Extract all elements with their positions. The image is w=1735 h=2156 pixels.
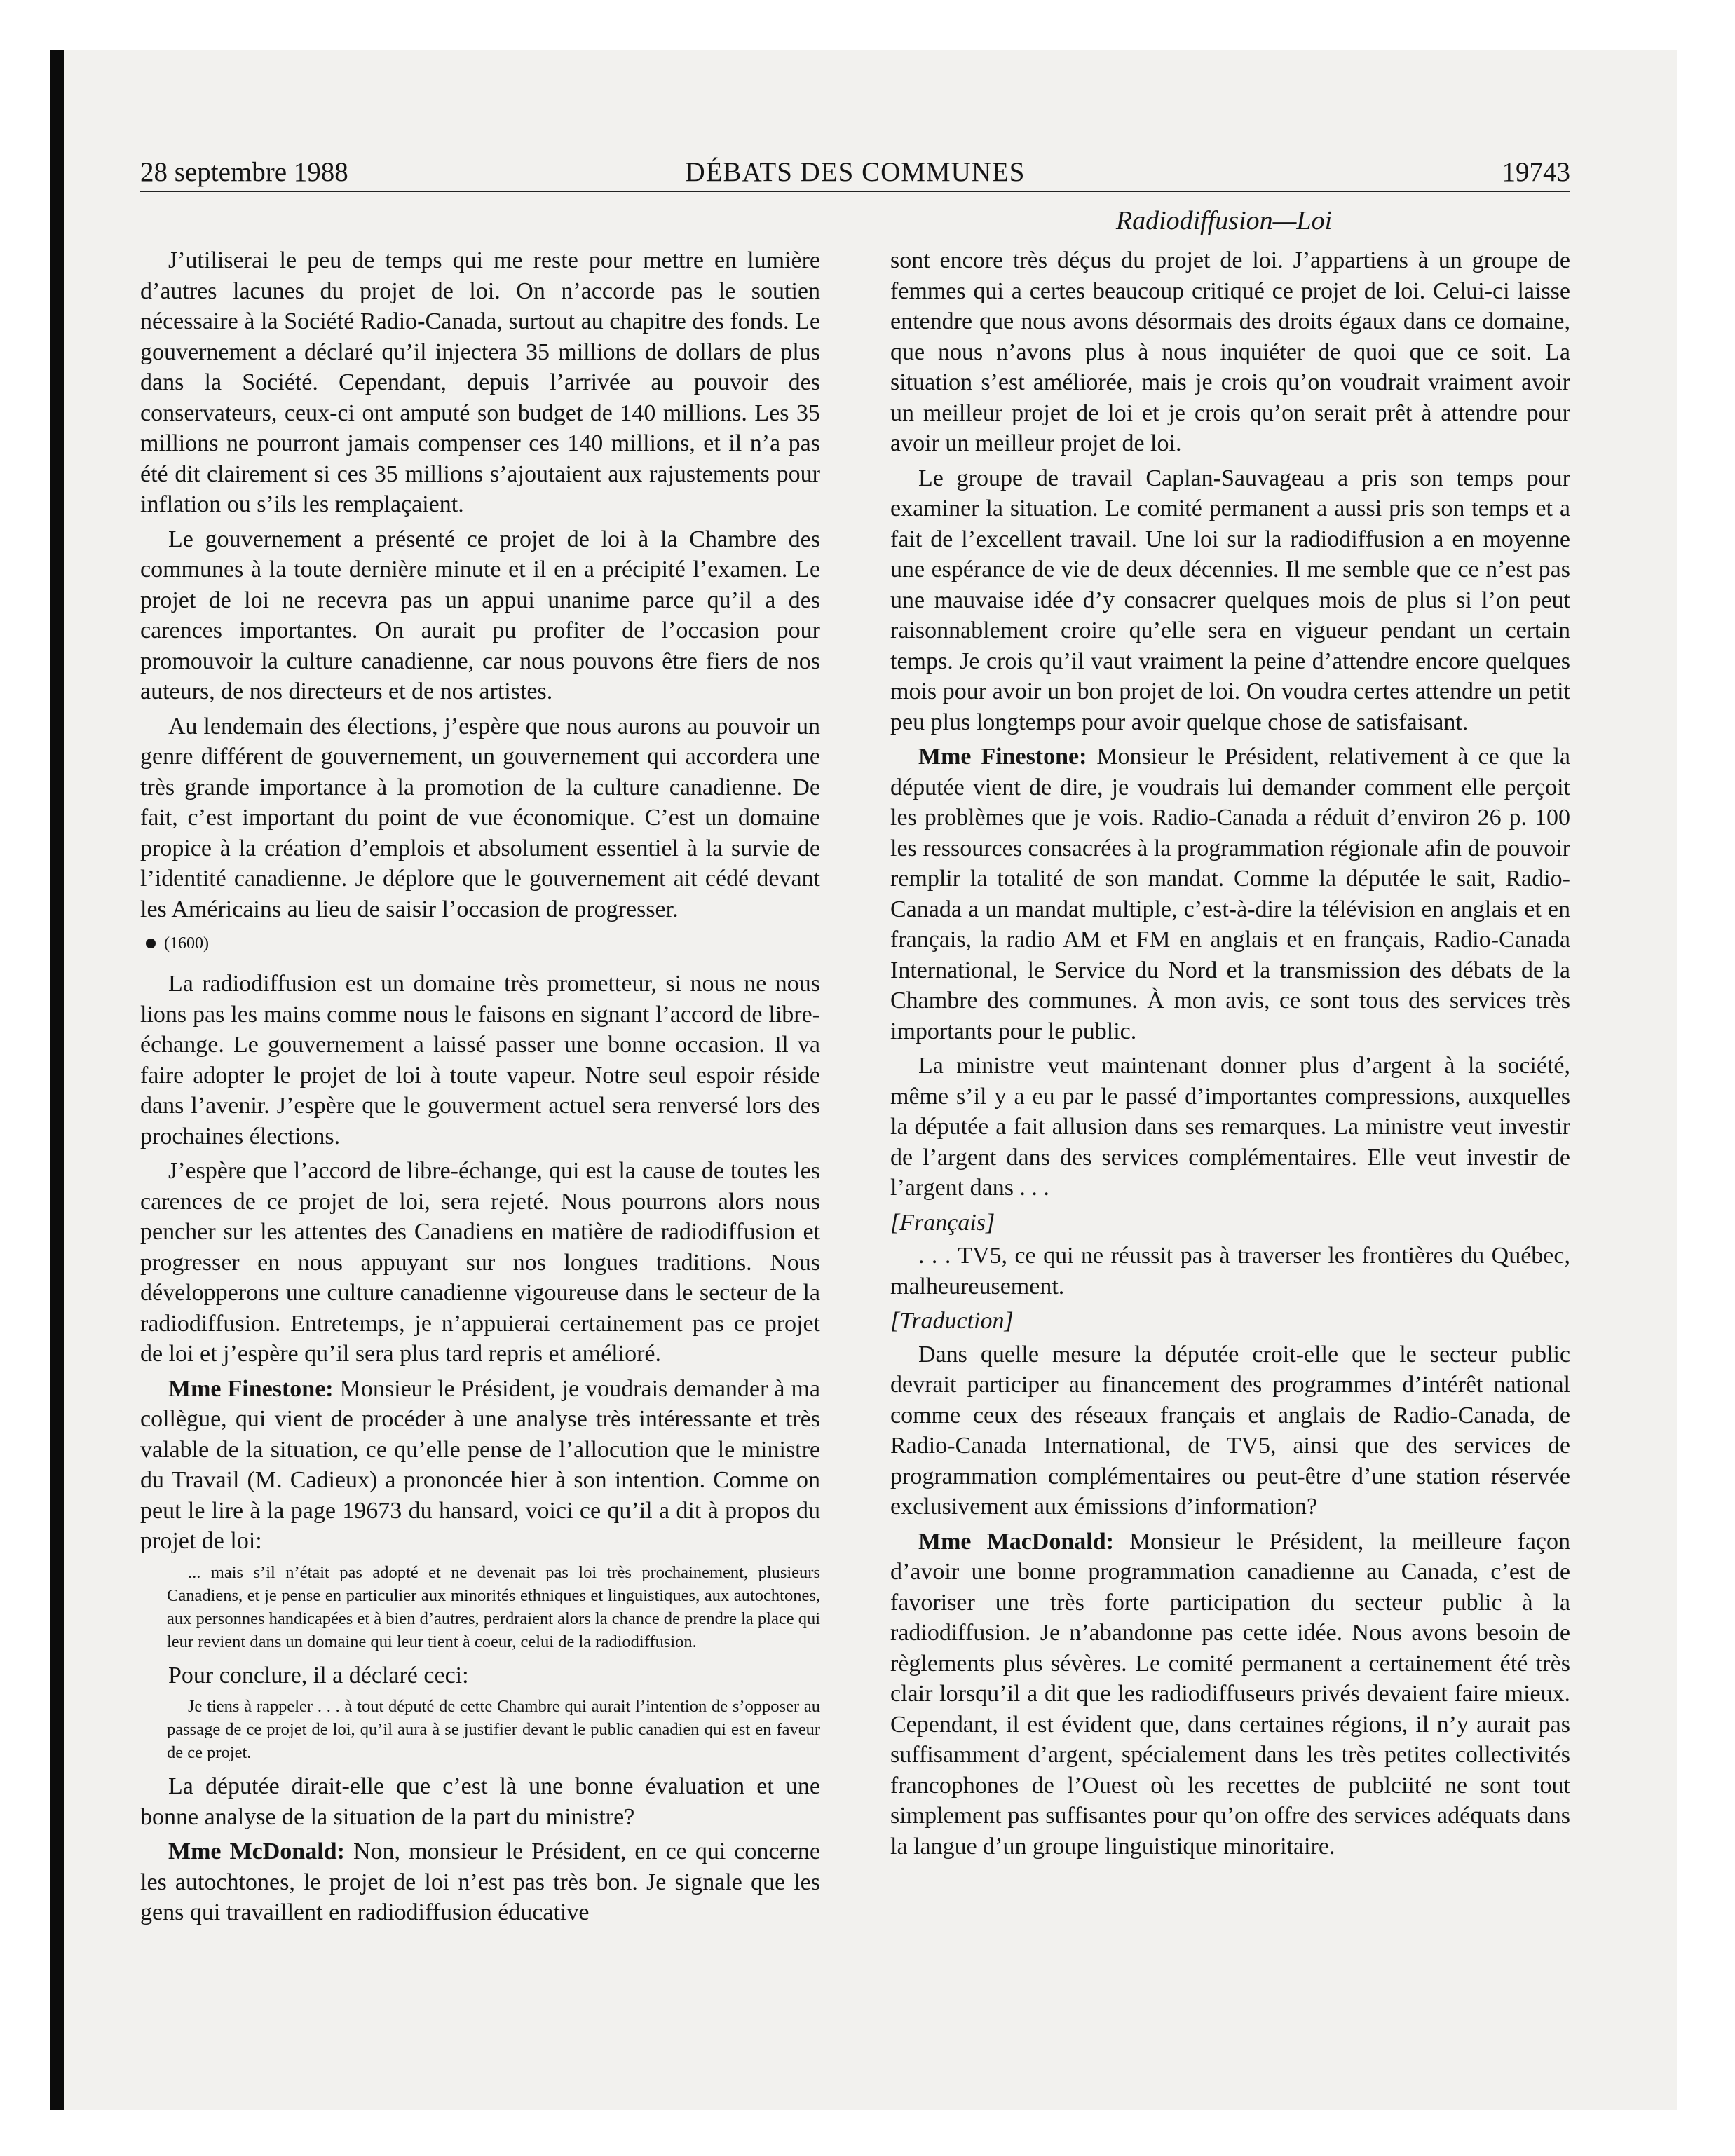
time-marker-text: (1600) — [164, 934, 209, 953]
section-subtitle: Radiodiffusion—Loi — [1115, 206, 1333, 236]
left-column — [140, 245, 820, 2019]
speech — [140, 1374, 820, 1557]
right-column — [890, 245, 1570, 2019]
speech-text: Non, monsieur le Président, en ce qui concerne les autochtones, le projet de loi n’est pas très bon. Je signale que les gens qui travaillent en radiodiffusion éducative — [140, 1838, 820, 1925]
speaker-name: Mme MacDonald: — [918, 1528, 1114, 1555]
paragraph: Pour conclure, il a déclaré ceci: — [168, 1662, 469, 1688]
paragraph: Au lendemain des élections, j’espère que nous aurons au pouvoir un genre différent de gouvernement, un gouvernement qui accordera une très grande importance à la promotion de la culture canadienne. De fait, c’est important du point de vue économique. C’est un domaine propice à la création d’emplois et absolument essentiel à la survie de l’identité canadienne. Je déplore que le gouvernement ait cédé devant les Américains au lieu de saisir l’occasion de progresser. — [140, 713, 820, 922]
speaker-name: Mme McDonald: — [168, 1838, 345, 1864]
speaker-name: Mme Finestone: — [918, 744, 1087, 770]
paragraph: La députée dirait-elle que c’est là une bonne évaluation et une bonne analyse de la situation de la part du ministre? — [140, 1773, 820, 1830]
speaker-name: Mme Finestone: — [168, 1375, 334, 1402]
header-date: 28 septembre 1988 — [140, 157, 348, 187]
language-marker: [Français] — [890, 1209, 995, 1236]
paragraph: Dans quelle mesure la députée croit-elle que le secteur public devrait participer au financement des programmes d’intérêt national comme ceux des réseaux français et anglais de Radio-Canada, de Radio-Canada International, de TV5, ainsi que des services de programmation complémentaires ou peut-être d’une station réservée exclusivement aux émissions d’information? — [890, 1341, 1570, 1520]
paragraph: J’espère que l’accord de libre-échange, qui est la cause de toutes les carences de ce projet de loi, sera rejeté. Nous pourrons alors nous pencher sur les attentes des Canadiens en matière de radiodiffusion et progresser en nous appuyant sur nos longues traditions. Nous développerons une culture canadienne vigoureuse dans le secteur de la radiodiffusion. Entretemps, je n’appuierai certainement pas ce projet de loi et j’espère qu’il sera plus tard repris et amélioré. — [140, 1158, 820, 1367]
running-header — [140, 154, 1570, 192]
time-marker — [140, 929, 820, 959]
paragraph: La ministre veut maintenant donner plus d’argent à la société, même s’il y a eu par le passé d’importantes compressions, auxquelles la députée a fait allusion dans ses remarques. La ministre veut investir de l’argent dans des services complémentaires. Elle veut investir de l’argent dans . . . — [890, 1053, 1570, 1201]
paragraph: Le groupe de travail Caplan-Sauvageau a pris son temps pour examiner la situation. Le comité permanent a aussi pris son temps et a fait de l’excellent travail. Une loi sur la radiodiffusion a en moyenne une espérance de vie de deux décennies. Il me semble que ce n’est pas une mauvaise idée d’y consacrer quelques mois de plus si l’on peut raisonnablement croire qu’elle sera en vigueur pendant un certain temps. Je crois qu’il vaut vraiment la peine d’attendre encore quelques mois pour avoir un bon projet de loi. On voudra certes attendre un petit peu plus longtemps pour avoir quelque chose de satisfaisant. — [890, 465, 1570, 735]
page-number: 19743 — [1502, 157, 1570, 187]
paragraph: Le gouvernement a présenté ce projet de loi à la Chambre des communes à la toute dernière minute et il en a précipité l’examen. Le projet de loi ne recevra pas un appui unanime parce qu’il a des carences importantes. On aurait pu profiter de l’occasion pour promouvoir la culture canadienne, car nous pouvons être fiers de nos auteurs, de nos directeurs et de nos artistes. — [140, 526, 820, 704]
speech-text: Monsieur le Président, je voudrais demander à ma collègue, qui vient de procéder à une analyse très intéressante et très valable de la situation, ce qu’elle pense de l’allocution que le ministre du Travail (M. Cadieux) a prononcée hier à son intention. Comme on peut le lire à la page 19673 du hansard, voici ce qu’il a dit à propos du projet de loi: — [140, 1375, 820, 1554]
paragraph: La radiodiffusion est un domaine très prometteur, si nous ne nous lions pas les mains comme nous le faisons en signant l’accord de libre-échange. Le gouvernement a laissé passer une bonne occasion. Il va faire adopter le projet de loi à toute vapeur. Notre seul espoir réside dans l’avenir. J’espère que le gouverment actuel sera renversé lors des prochaines élections. — [140, 971, 820, 1149]
speech — [890, 742, 1570, 1046]
language-marker: [Traduction] — [890, 1308, 1014, 1334]
speech-text: Monsieur le Président, la meilleure façon d’avoir une bonne programmation canadienne au Canada, c’est de favoriser une très forte participation du secteur public à la radiodiffusion. Je n’abandonne pas cette idée. Nous avons besoin de règlements plus sévères. Le comité permanent a certainement été très clair lorsqu’il a dit que les radiodiffuseurs privés devaient faire mieux. Cependant, il est évident que, dans certaines régions, il n’y aurait pas suffisamment d’argent, spécialement dans les très petites collectivités francophones de l’Ouest où les recettes de publciité ne sont tout simplement pas suffisantes pour qu’on offre des services adéquats dans la langue d’un groupe linguistique minoritaire. — [890, 1528, 1570, 1860]
speech — [890, 1527, 1570, 1862]
paragraph: sont encore très déçus du projet de loi. J’appartiens à un groupe de femmes qui a certes beaucoup critiqué ce projet de loi. Celui-ci laisse entendre que nous avons désormais des droits égaux dans ce domaine, que nous n’avons plus à nous inquiéter de quoi que ce soit. La situation s’est améliorée, mais je crois qu’on voudrait vraiment avoir un meilleur projet de loi et je crois qu’on serait prêt à attendre pour avoir un meilleur projet de loi. — [890, 247, 1570, 456]
scan-border — [50, 50, 64, 2110]
speech — [140, 1836, 820, 1928]
block-quote: Je tiens à rappeler . . . à tout député de cette Chambre qui aurait l’intention de s’opposer au passage de ce projet de loi, qu’il aura à se justifier devant le public canadien qui est en faveur de ce projet. — [167, 1697, 820, 1762]
bullet-icon — [146, 939, 156, 948]
speech-text: Monsieur le Président, relativement à ce que la députée vient de dire, je voudrais lui demander comment elle perçoit les problèmes que je vois. Radio-Canada a réduit d’environ 26 p. 100 les ressources consacrées à la programmation régionale afin de pouvoir remplir la totalité de son mandat. Comme la députée le sait, Radio-Canada a un mandat multiple, c’est-à-dire la télévision en anglais et en français, la radio AM et FM en anglais et en français, Radio-Canada International, le Service du Nord et la transmission des débats de la Chambre des communes. À mon avis, ce sont tous des services très importants pour le public. — [890, 744, 1570, 1044]
block-quote: ... mais s’il n’était pas adopté et ne devenait pas loi très prochainement, plusieurs Canadiens, et je pense en particulier aux minorités ethniques et linguistiques, aux autochtones, aux personnes handicapées et à bien d’autres, perdraient alors la chance de prendre la place qui leur revient dans un domaine qui leur tient à coeur, celui de la radiodiffusion. — [167, 1562, 820, 1651]
paragraph: . . . TV5, ce qui ne réussit pas à traverser les frontières du Québec, malheureusement. — [890, 1243, 1570, 1299]
paragraph: J’utiliserai le peu de temps qui me reste pour mettre en lumière d’autres lacunes du projet de loi. On n’accorde pas le soutien nécessaire à la Société Radio-Canada, surtout au chapitre des fonds. Le gouvernement a déclaré qu’il injectera 35 millions de dollars de plus dans la Société. Cependant, depuis l’arrivée au pouvoir des conservateurs, ceux-ci ont amputé son budget de 140 millions. Les 35 millions ne pourront jamais compenser ces 140 millions, et il n’a pas été dit clairement si ces 35 millions s’ajoutaient aux rajustements pour inflation ou s’ils les remplaçaient. — [140, 247, 820, 517]
header-title: DÉBATS DES COMMUNES — [685, 157, 1026, 187]
